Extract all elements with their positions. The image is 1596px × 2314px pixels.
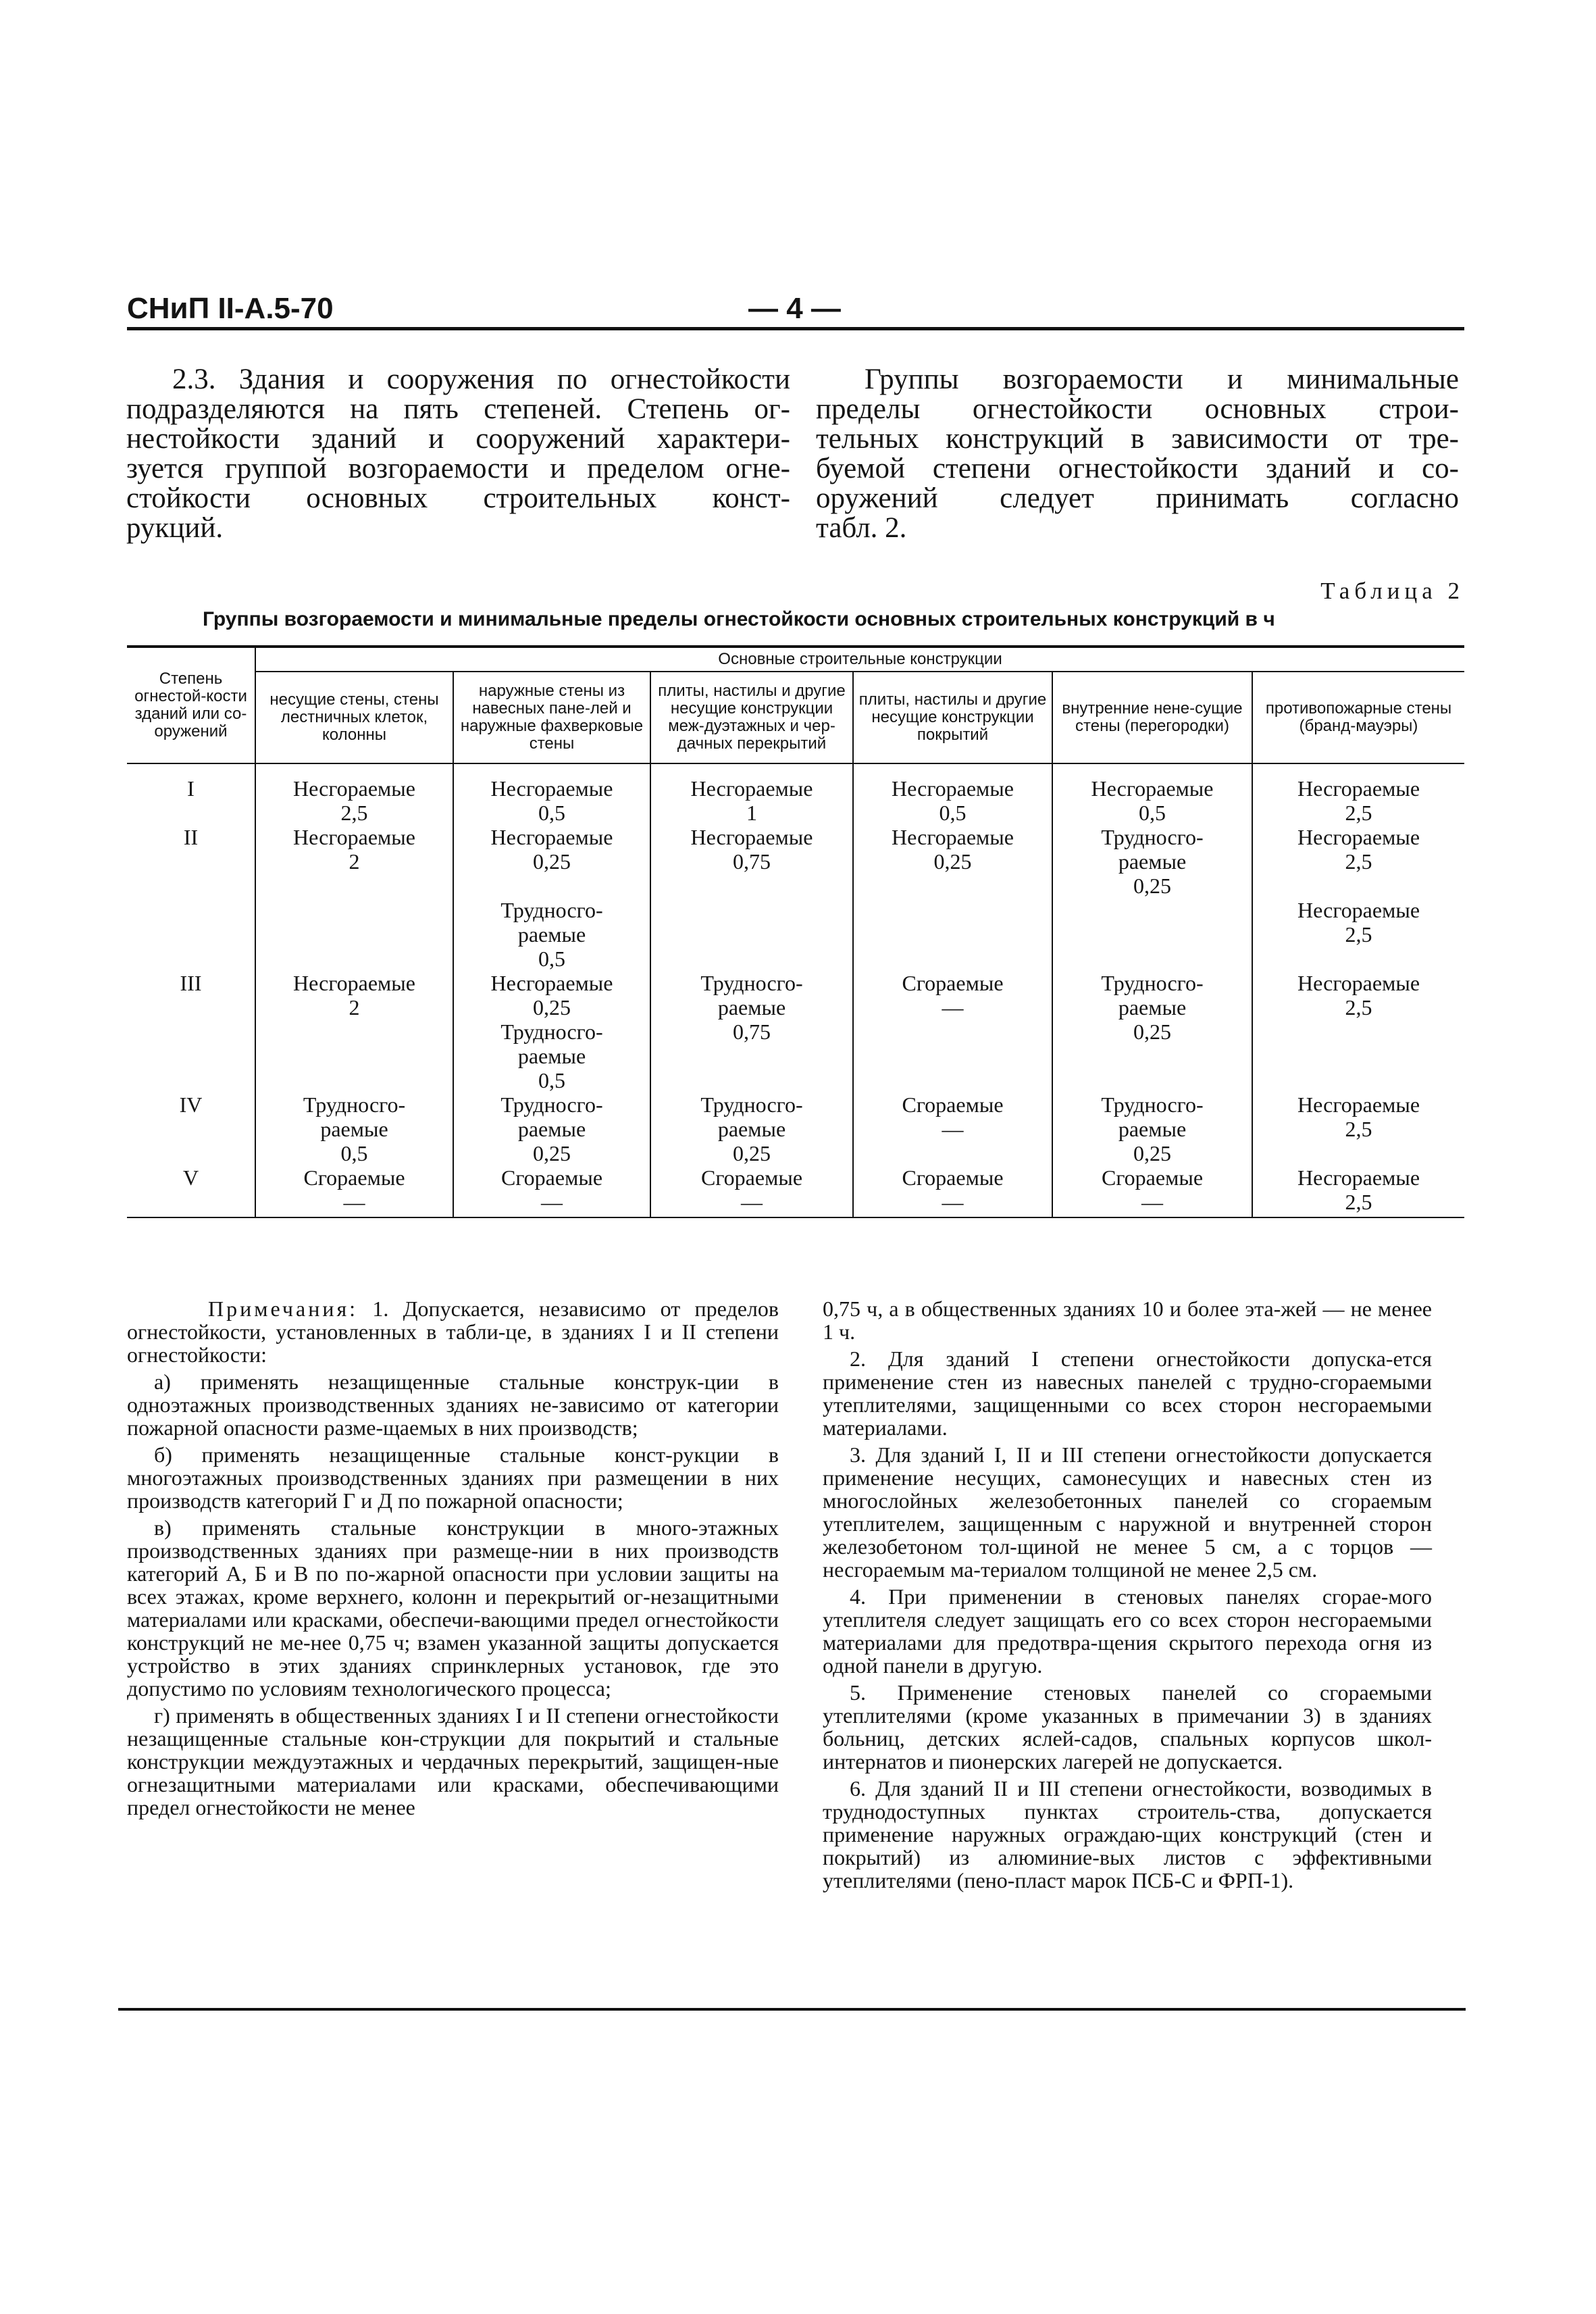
cell-line xyxy=(858,1044,1048,1068)
cell-line xyxy=(858,1068,1048,1092)
cell-line: Несгораемые xyxy=(1091,776,1214,801)
cell-line: Трудносго- xyxy=(1101,971,1204,995)
cell-line: 0,25 xyxy=(533,849,571,874)
intro-left-paragraph: 2.3. Здания и сооружения по огнестойкости подразделяются на пять степеней. Степень ог- нестойкости зданий и сооружений характери- зуется группой возгораемости и пределом огне- стойкости основных строительных конст- рукций. xyxy=(126,363,790,544)
cell-line: I xyxy=(187,776,195,801)
cell-line: 2,5 xyxy=(1345,922,1372,947)
cell-line xyxy=(655,874,848,898)
cell-line: Сгораемые xyxy=(500,1165,603,1190)
bottom-rule xyxy=(118,2008,1466,2011)
cell-line: — xyxy=(942,995,964,1020)
cell-line: 0,5 xyxy=(538,947,565,971)
note-paragraph: а) применять незащищенные стальные конструк-ции в одноэтажных производственных зданиях не-зависимо от категории пожарной опасности разме-щаемых в них производств; xyxy=(127,1369,779,1440)
cell-line xyxy=(1057,922,1247,947)
cell-line: раемые xyxy=(320,1117,388,1141)
cell-line: 0,5 xyxy=(538,801,565,825)
note-paragraph: в) применять стальные конструкции в много-этажных производственных зданиях при размеще-нии в них производств категорий А, Б и В по по-жарной опасности при условии защиты на всех этажах, кроме верхнего, колонн и перекрытий ог-незащитными материалами или красками, обеспечи-вающими предел огнестойкости конструкций не ме-нее 0,75 ч; взамен указанной защиты допускается устройство в этих зданиях спринклерных установок, где это допустимо по условиям технологического процесса; xyxy=(127,1515,779,1701)
document-code: СНиП II-А.5-70 xyxy=(127,292,334,325)
table-cell xyxy=(255,763,453,1217)
cell-line xyxy=(655,922,848,947)
cell-line: 0,75 xyxy=(733,849,771,874)
cell-line xyxy=(1257,1068,1460,1092)
cell-line: раемые xyxy=(1118,1117,1187,1141)
cell-line xyxy=(1057,898,1247,922)
table-cell xyxy=(853,763,1052,1217)
cell-line: Несгораемые xyxy=(1297,1165,1420,1190)
table-stub-header: Степень огнестой-кости зданий или со-оружений xyxy=(127,647,255,763)
table-cell xyxy=(453,763,650,1217)
cell-line: 0,25 xyxy=(1133,874,1171,898)
cell-line xyxy=(131,849,251,874)
cell-line: Несгораемые xyxy=(892,825,1014,849)
cell-line: III xyxy=(180,971,202,995)
note-paragraph: 6. Для зданий II и III степени огнестойкости, возводимых в труднодоступных пунктах строитель-ства, допускается применение наружных ограждаю-щих конструкций (стен и покрытий) из алюминие-вых листов с эффективными утеплителями (пено-пласт марок ПСБ-С и ФРП-1). xyxy=(823,1776,1432,1892)
cell-line: Несгораемые xyxy=(892,776,1014,801)
cell-line xyxy=(655,898,848,922)
cell-line xyxy=(858,947,1048,971)
cell-line: — xyxy=(942,1190,964,1214)
cell-line: Несгораемые xyxy=(1297,776,1420,801)
cell-line: раемые xyxy=(717,995,786,1020)
cell-line: Несгораемые xyxy=(1297,898,1420,922)
cell-line: 0,25 xyxy=(533,1141,571,1165)
cell-line: Трудносго- xyxy=(1101,1092,1204,1117)
cell-line: Трудносго- xyxy=(500,898,603,922)
cell-line: 2,5 xyxy=(1345,995,1372,1020)
cell-line: — xyxy=(1141,1190,1163,1214)
cell-line xyxy=(1257,874,1460,898)
cell-line: Сгораемые xyxy=(902,1092,1004,1117)
cell-line: IV xyxy=(179,1092,203,1117)
cell-line: Несгораемые xyxy=(1297,825,1420,849)
cell-line: 2,5 xyxy=(340,801,368,825)
notes-heading: Примечания: xyxy=(208,1297,359,1321)
cell-line: Сгораемые xyxy=(700,1165,803,1190)
cell-line: Трудносго- xyxy=(1101,825,1204,849)
cell-line: раемые xyxy=(517,1044,586,1068)
cell-line xyxy=(858,874,1048,898)
cell-line xyxy=(260,1068,448,1092)
column-header: противопожарные стены (бранд-мауэры) xyxy=(1252,672,1464,763)
note-paragraph: 0,75 ч, а в общественных зданиях 10 и более эта-жей — не менее 1 ч. xyxy=(823,1297,1432,1344)
table-cell xyxy=(650,763,853,1217)
cell-line: II xyxy=(183,825,199,849)
page-number: — 4 — xyxy=(748,292,841,325)
note-paragraph: б) применять незащищенные стальные конст-рукции в многоэтажных производственных зданиях при размещении в них производств категорий Г и Д по пожарной опасности; xyxy=(127,1442,779,1513)
cell-line: Сгораемые xyxy=(303,1165,405,1190)
cell-line xyxy=(1257,947,1460,971)
cell-line xyxy=(858,1020,1048,1044)
cell-line: раемые xyxy=(717,1117,786,1141)
cell-line: раемые xyxy=(517,922,586,947)
cell-line: 0,25 xyxy=(933,849,972,874)
cell-line: 0,25 xyxy=(1133,1141,1171,1165)
cell-line xyxy=(131,1044,251,1068)
cell-line xyxy=(260,922,448,947)
cell-line: — xyxy=(541,1190,563,1214)
cell-line xyxy=(1257,1044,1460,1068)
cell-line: Сгораемые xyxy=(1101,1165,1204,1190)
cell-line: 0,5 xyxy=(939,801,967,825)
cell-line xyxy=(655,1044,848,1068)
cell-line: Трудносго- xyxy=(700,971,803,995)
cell-line: раемые xyxy=(1118,849,1187,874)
cell-line: раемые xyxy=(517,1117,586,1141)
cell-line xyxy=(131,995,251,1020)
column-header: наружные стены из навесных пане-лей и наружные фахверковые стены xyxy=(453,672,650,763)
cell-line: Несгораемые xyxy=(293,971,415,995)
note-paragraph: 1. Допускается, независимо от пределов огнестойкости, установленных в табли-це, в зданиях I и II степени огнестойкости: xyxy=(127,1297,779,1367)
cell-line: 2,5 xyxy=(1345,1190,1372,1214)
table-cell xyxy=(1252,763,1464,1217)
cell-line: Трудносго- xyxy=(700,1092,803,1117)
cell-line xyxy=(655,1068,848,1092)
page-header xyxy=(127,292,1461,327)
cell-line: Несгораемые xyxy=(690,825,813,849)
cell-line: 0,75 xyxy=(733,1020,771,1044)
cell-line xyxy=(260,1044,448,1068)
cell-line xyxy=(131,874,251,898)
cell-line: Несгораемые xyxy=(490,971,613,995)
cell-line xyxy=(1057,1068,1247,1092)
cell-line: 0,5 xyxy=(538,1068,565,1092)
notes-left-column xyxy=(127,1297,779,1823)
cell-line: 0,5 xyxy=(1139,801,1166,825)
cell-line xyxy=(1257,1141,1460,1165)
column-header: несущие стены, стены лестничных клеток, колонны xyxy=(255,672,453,763)
cell-line xyxy=(260,947,448,971)
cell-line xyxy=(655,947,848,971)
cell-line: 0,25 xyxy=(533,995,571,1020)
cell-line: 2 xyxy=(349,995,360,1020)
note-paragraph: 5. Применение стеновых панелей со сгораемыми утеплителями (кроме указанных в примечании 3) в зданиях больниц, детских яслей-садов, спальных корпусов школ-интернатов и пионерских лагерей не допускается. xyxy=(823,1680,1432,1774)
note-paragraph: 4. При применении в стеновых панелях сгорае-мого утеплителя следует защищать его со всех сторон несгораемыми материалами для предотвра-щения скрытого перехода огня из одной панели в другую. xyxy=(823,1584,1432,1678)
cell-line: — xyxy=(942,1117,964,1141)
cell-line: Несгораемые xyxy=(490,825,613,849)
cell-line: Трудносго- xyxy=(500,1092,603,1117)
cell-line xyxy=(131,1141,251,1165)
cell-line xyxy=(858,1141,1048,1165)
cell-line xyxy=(858,922,1048,947)
note-paragraph: 3. Для зданий I, II и III степени огнестойкости допускается применение несущих, самонесущих и навесных стен из многослойных железобетонных панелей со сгораемым утеплителем, защищенным с наружной и внутренней сторон железобетоном тол-щиной не менее 5 см, а с торцов — несгораемым ма-териалом толщиной не менее 2,5 см. xyxy=(823,1442,1432,1582)
cell-line: Трудносго- xyxy=(500,1020,603,1044)
cell-line: Несгораемые xyxy=(1297,971,1420,995)
header-rule xyxy=(127,327,1464,330)
notes-right-column xyxy=(823,1297,1432,1896)
table-group-header: Основные строительные конструкции xyxy=(255,647,1464,672)
cell-line xyxy=(131,922,251,947)
cell-line xyxy=(260,1020,448,1044)
cell-line: Несгораемые xyxy=(293,776,415,801)
degree-column xyxy=(127,763,255,1217)
note-paragraph: г) применять в общественных зданиях I и II степени огнестойкости незащищенные стальные кон-струкции для покрытий и стальные конструкции междуэтажных и чердачных перекрытий, защищен-ные огнезащитными материалами или красками, обеспечивающими предел огнестойкости не менее xyxy=(127,1703,779,1819)
cell-line: Несгораемые xyxy=(293,825,415,849)
cell-line xyxy=(131,1117,251,1141)
cell-line: раемые xyxy=(1118,995,1187,1020)
cell-line: Несгораемые xyxy=(1297,1092,1420,1117)
cell-line: 0,25 xyxy=(1133,1020,1171,1044)
cell-line: Несгораемые xyxy=(690,776,813,801)
table-cell xyxy=(1052,763,1252,1217)
cell-line xyxy=(858,898,1048,922)
table-title: Группы возгораемости и минимальные пределы огнестойкости основных строительных конструкций в ч xyxy=(203,608,1275,630)
cell-line: Сгораемые xyxy=(902,1165,1004,1190)
cell-line xyxy=(260,898,448,922)
cell-line: Несгораемые xyxy=(490,776,613,801)
column-header: плиты, настилы и другие несущие конструкции меж-дуэтажных и чер-дачных перекрытий xyxy=(650,672,853,763)
cell-line xyxy=(458,874,646,898)
cell-line xyxy=(260,874,448,898)
cell-line xyxy=(131,898,251,922)
column-header: внутренние нене-сущие стены (перегородки) xyxy=(1052,672,1252,763)
cell-line xyxy=(1057,947,1247,971)
cell-line: V xyxy=(182,1165,199,1190)
column-header: плиты, настилы и другие несущие конструкции покрытий xyxy=(853,672,1052,763)
cell-line: 0,5 xyxy=(340,1141,368,1165)
cell-line xyxy=(131,1020,251,1044)
cell-line: 2 xyxy=(349,849,360,874)
cell-line: Сгораемые xyxy=(902,971,1004,995)
cell-line: — xyxy=(741,1190,763,1214)
fire-resistance-table xyxy=(127,645,1464,1218)
cell-line xyxy=(1057,1044,1247,1068)
cell-line xyxy=(1257,1020,1460,1044)
intro-right-paragraph: Группы возгораемости и минимальные пределы огнестойкости основных строи- тельных конструкций в зависимости от тре- буемой степени огнестойкости зданий и со- оружений следует принимать согласно табл. 2. xyxy=(816,363,1459,544)
cell-line: — xyxy=(343,1190,365,1214)
table-label: Таблица 2 xyxy=(1320,578,1464,604)
cell-line: Трудносго- xyxy=(303,1092,406,1117)
cell-line: 2,5 xyxy=(1345,801,1372,825)
cell-line: 2,5 xyxy=(1345,849,1372,874)
cell-line xyxy=(131,947,251,971)
cell-line xyxy=(131,1190,251,1214)
cell-line xyxy=(131,1068,251,1092)
cell-line xyxy=(131,801,251,825)
cell-line: 0,25 xyxy=(733,1141,771,1165)
cell-line: 1 xyxy=(746,801,757,825)
cell-line: 2,5 xyxy=(1345,1117,1372,1141)
note-paragraph: 2. Для зданий I степени огнестойкости допуска-ется применение стен из навесных панелей с трудно-сгораемыми утеплителями, защищенными со всех сторон несгораемыми материалами. xyxy=(823,1347,1432,1440)
